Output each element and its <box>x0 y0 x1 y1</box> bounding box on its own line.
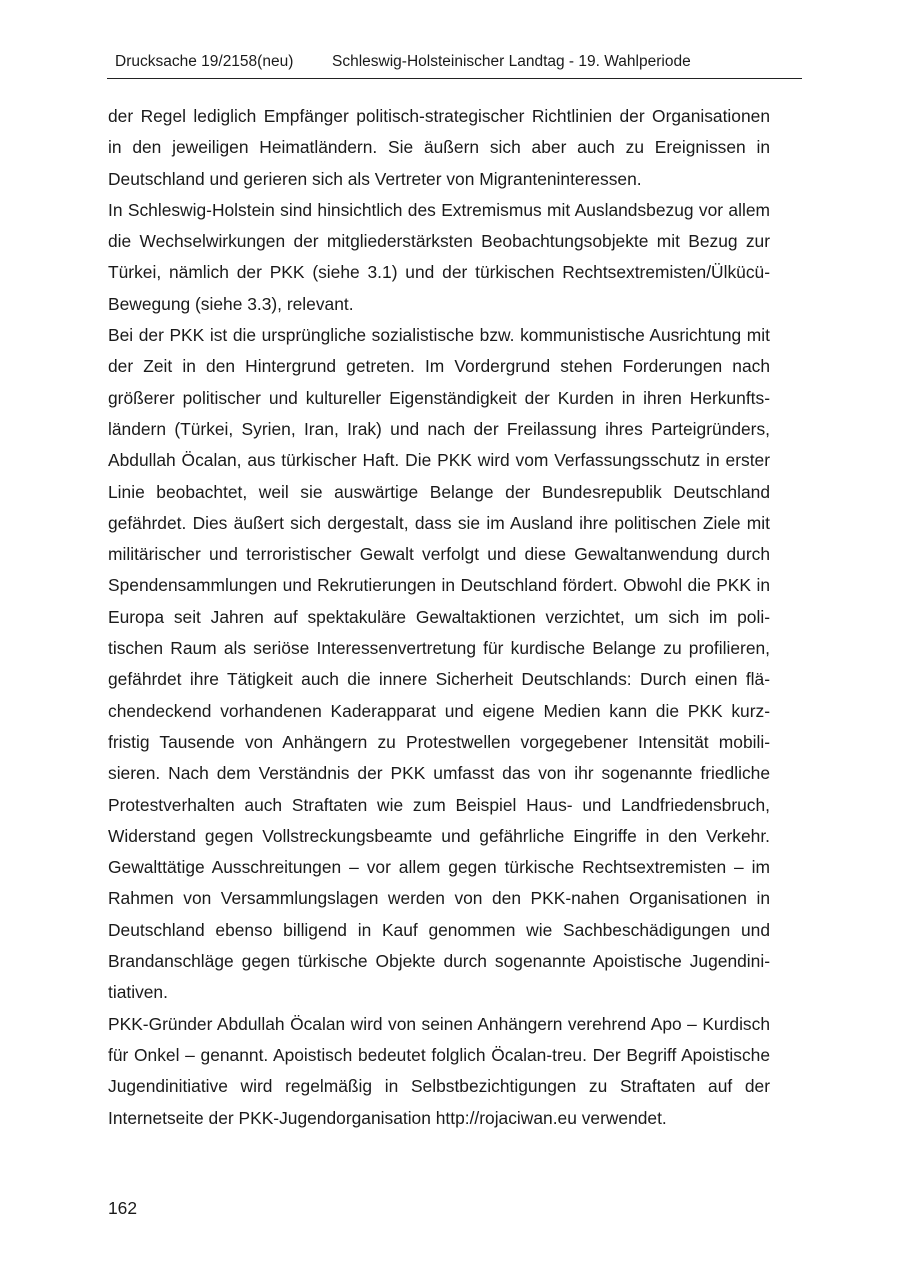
body-text <box>108 101 770 1134</box>
document-number: Drucksache 19/2158(neu) <box>115 53 294 70</box>
paragraph: der Regel lediglich Empfänger politisch-strategischer Richtlinien der Organisationen in den jeweiligen Heimatländern. Sie äußern sich aber auch zu Ereignissen in Deutschland und gerieren sich als Vertreter von Migranteninteressen. <box>108 106 770 189</box>
paragraph: Bei der PKK ist die ursprüngliche sozialistische bzw. kommunistische Ausrichtung mit der Zeit in den Hintergrund getreten. Im Vordergrund stehen Forderungen nach größerer politischer und kultureller Eigenständigkeit der Kurden in ihren Herkunftsländern (Türkei, Syrien, Iran, Irak) und nach der Freilassung ihres Parteigründers, Abdullah Öcalan, aus türkischer Haft. Die PKK wird vom Verfassungsschutz in erster Linie beobachtet, weil sie auswärtige Belange der Bundesrepublik Deutschland gefährdet. Dies äußert sich dergestalt, dass sie im Ausland ihre politischen Ziele mit militärischer und terroristischer Gewalt verfolgt und diese Gewaltanwendung durch Spendensammlungen und Rekrutierungen in Deutschland fördert. Obwohl die PKK in Europa seit Jahren auf spektakuläre Gewaltaktionen verzichtet, um sich im politischen Raum als seriöse Interessenvertretung für kurdische Belange zu profilieren, gefährdet ihre Tätigkeit auch die innere Sicherheit Deutschlands: Durch einen flächendeckend vorhandenen Kaderapparat und eigene Medien kann die PKK kurzfristig Tausende von Anhängern zu Protestwellen vorgegebener Intensität mobilisieren. Nach dem Verständnis der PKK umfasst das von ihr sogenannte friedliche Protestverhalten auch Straftaten wie zum Beispiel Haus- und Landfriedensbruch, Widerstand gegen Vollstreckungsbeamte und gefährliche Eingriffe in den Verkehr. Gewalttätige Ausschreitungen – vor allem gegen türkische Rechtsextremisten – im Rahmen von Versammlungslagen werden von den PKK-nahen Organisationen in Deutschland ebenso billigend in Kauf genommen wie Sachbeschädigungen und Brandanschläge gegen türkische Objekte durch sogenannte Apoistische Jugendinitiativen. <box>108 325 770 1003</box>
page-header <box>107 50 802 79</box>
page-number: 162 <box>108 1198 138 1218</box>
parliament-title: Schleswig-Holsteinischer Landtag - 19. Wahlperiode <box>332 53 691 70</box>
paragraph: PKK-Gründer Abdullah Öcalan wird von seinen Anhängern verehrend Apo – Kurdisch für Onkel – genannt. Apoistisch bedeutet folglich Öcalan-treu. Der Begriff Apoistische Jugendinitiative wird regelmäßig in Selbstbezichtigungen zu Straftaten auf der Internetseite der PKK-Jugendorganisation http://rojaciwan.eu verwendet. <box>108 1013 770 1128</box>
paragraph: In Schleswig-Holstein sind hinsichtlich des Extremismus mit Auslandsbezug vor allem die Wechselwirkungen der mitgliederstärksten Beobachtungsobjekte mit Bezug zur Türkei, nämlich der PKK (siehe 3.1) und der türkischen Rechtsextremisten/Ülkücü-Bewegung (siehe 3.3), relevant. <box>108 199 770 314</box>
